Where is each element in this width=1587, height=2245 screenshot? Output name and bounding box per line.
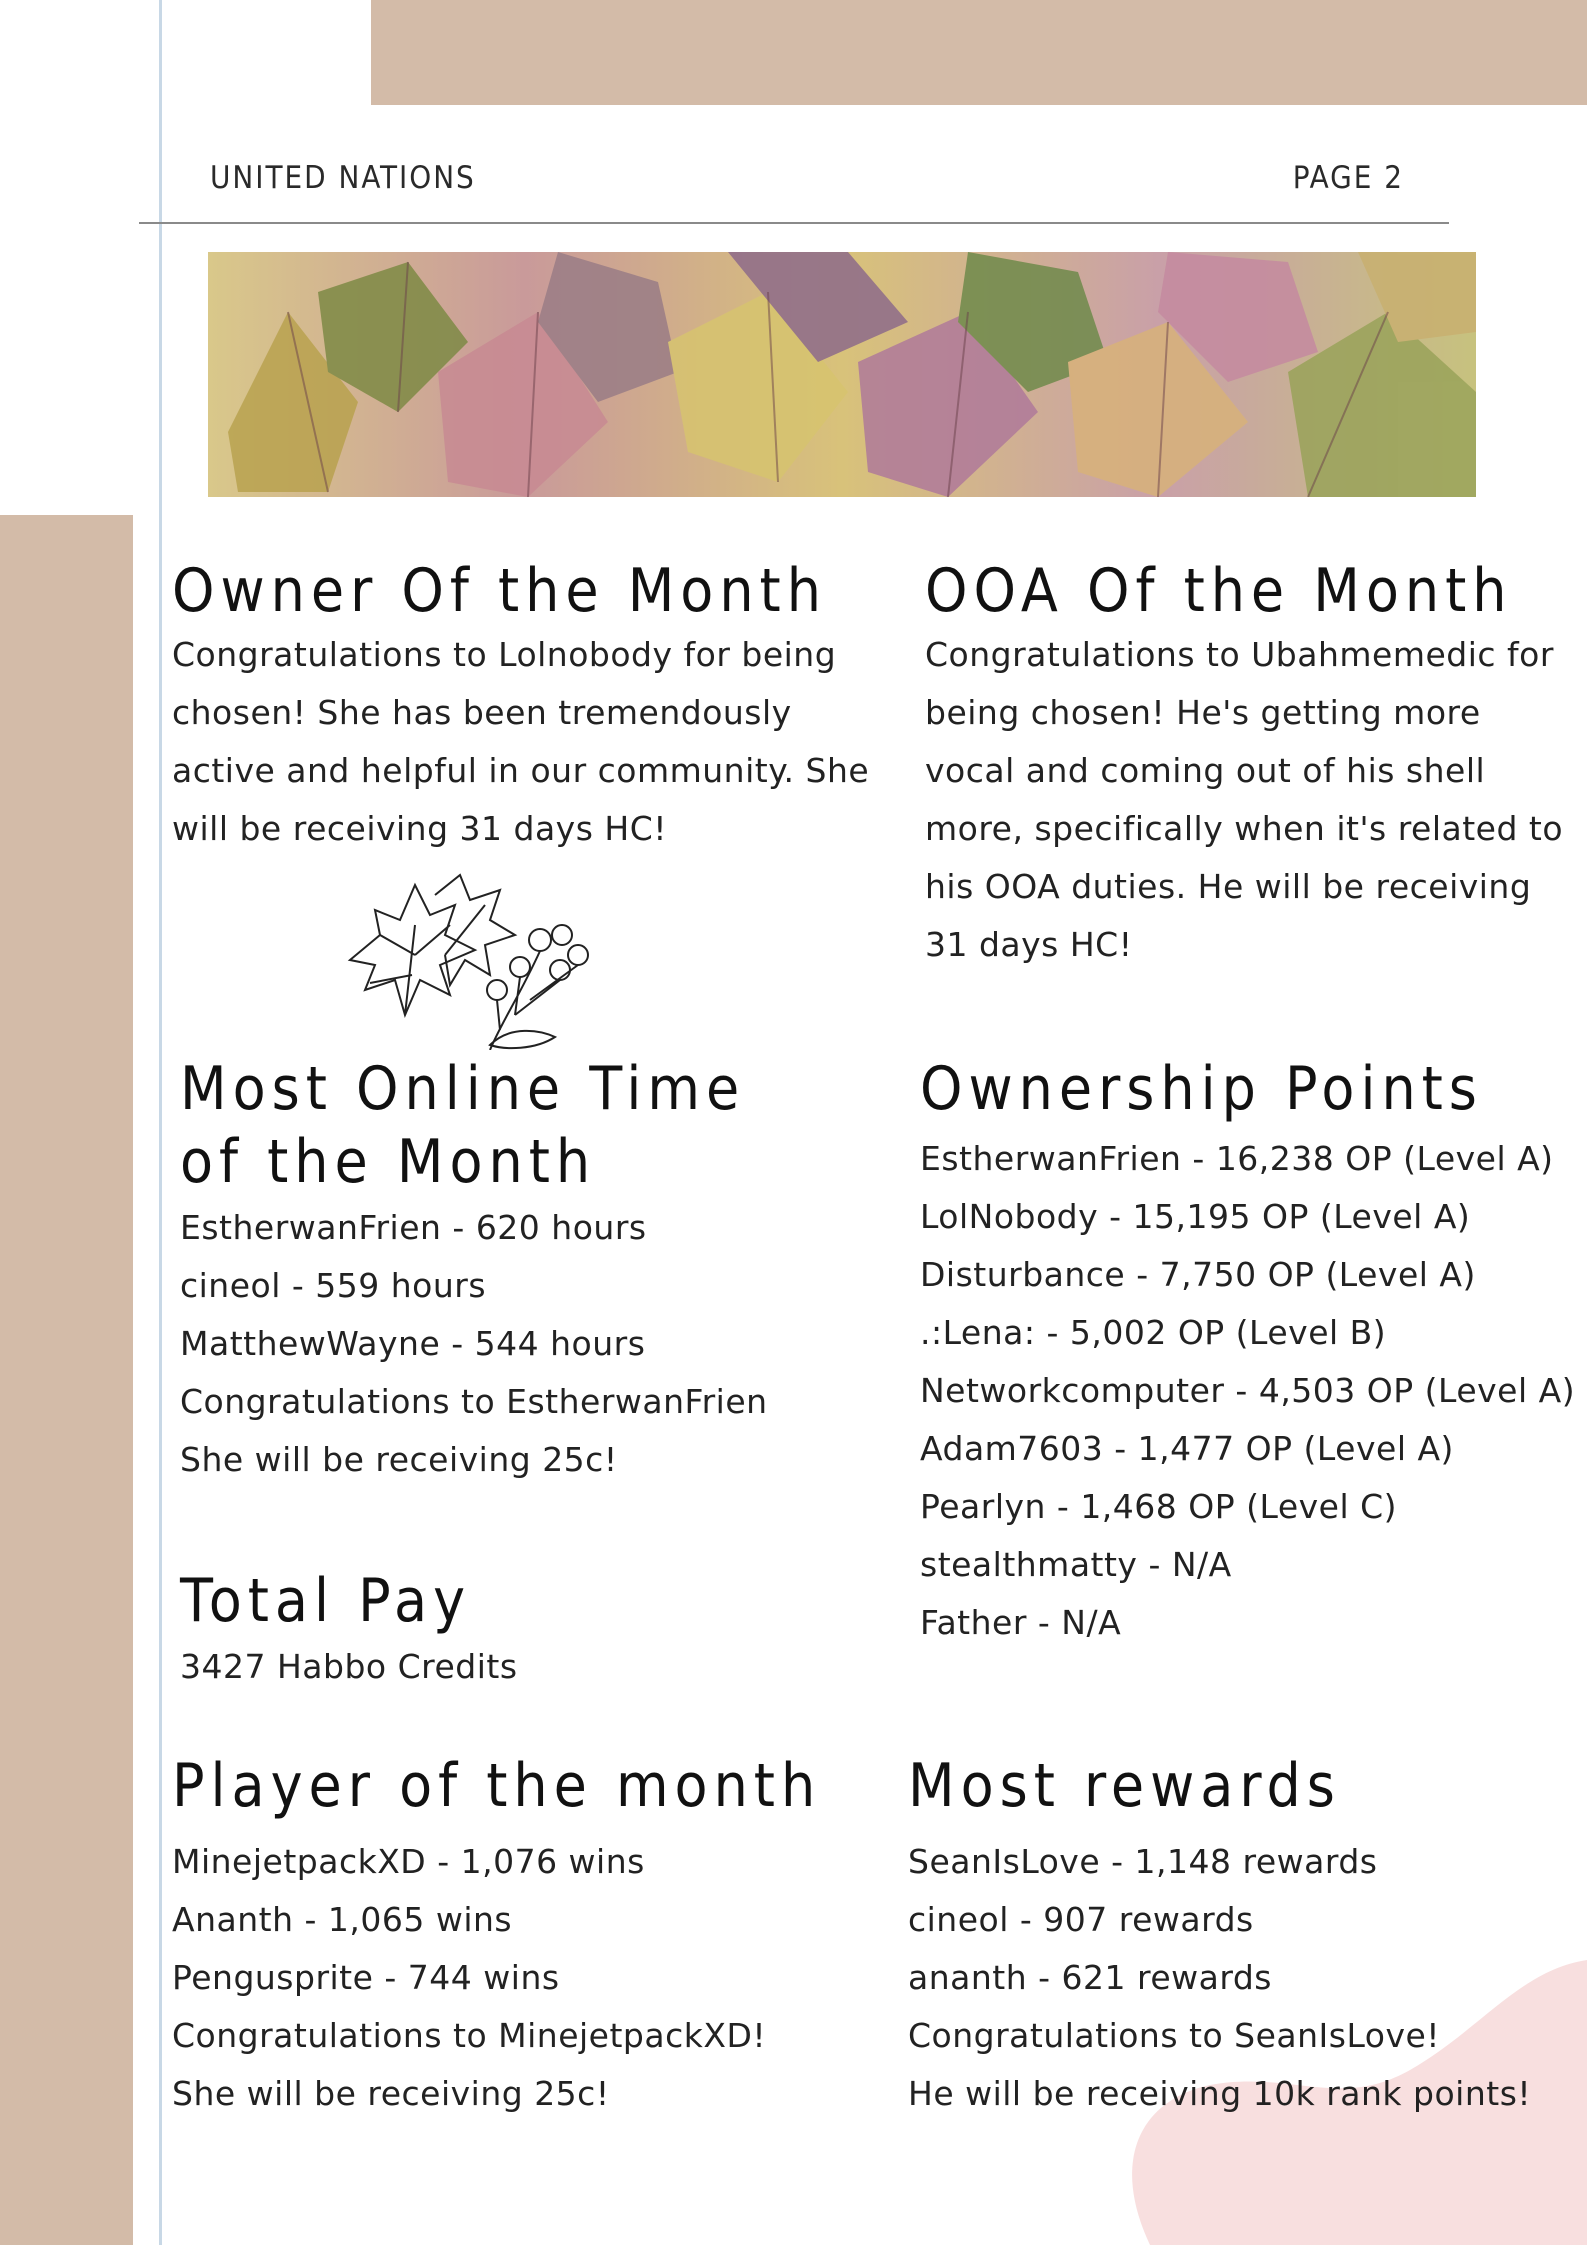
most-online-time-title-line1: Most Online Time	[180, 1054, 746, 1124]
ooa-of-month-section	[925, 555, 1565, 974]
list-item: stealthmatty - N/A	[920, 1545, 1232, 1584]
ownership-points-title: Ownership Points	[920, 1054, 1483, 1124]
list-item: .:Lena: - 5,002 OP (Level B)	[920, 1313, 1387, 1352]
owner-of-month-title: Owner Of the Month	[172, 556, 827, 626]
list-item: LolNobody - 15,195 OP (Level A)	[920, 1197, 1471, 1236]
most-online-time-title-line2: of the Month	[180, 1127, 597, 1197]
list-item: cineol - 907 rewards	[908, 1900, 1254, 1939]
owner-of-month-section	[172, 555, 892, 858]
player-of-month-section	[172, 1750, 892, 2123]
list-item: cineol - 559 hours	[180, 1266, 487, 1305]
org-name: UNITED NATIONS	[210, 160, 476, 196]
autumn-leaves-banner	[208, 252, 1476, 497]
list-item: Adam7603 - 1,477 OP (Level A)	[920, 1429, 1454, 1468]
list-item: EstherwanFrien - 16,238 OP (Level A)	[920, 1139, 1554, 1178]
owner-of-month-body: Congratulations to Lolnobody for being chosen! She has been tremendously active and helpful in our community. She will be receiving 31 days HC!	[172, 635, 870, 848]
list-item: Disturbance - 7,750 OP (Level A)	[920, 1255, 1476, 1294]
list-item: ananth - 621 rewards	[908, 1958, 1272, 1997]
list-item: Congratulations to EstherwanFrien	[180, 1382, 768, 1421]
top-accent-band	[371, 0, 1587, 105]
list-item: She will be receiving 25c!	[172, 2074, 610, 2113]
list-item: MinejetpackXD - 1,076 wins	[172, 1842, 645, 1881]
ooa-of-month-body: Congratulations to Ubahmemedic for being chosen! He's getting more vocal and coming out of his shell more, specifically when it's related to his OOA duties. He will be receiving 31 days HC!	[925, 635, 1564, 964]
list-item: Pearlyn - 1,468 OP (Level C)	[920, 1487, 1398, 1526]
left-margin-rule	[159, 0, 162, 2245]
player-of-month-title: Player of the month	[172, 1751, 822, 1821]
list-item: MatthewWayne - 544 hours	[180, 1324, 646, 1363]
header-divider	[139, 222, 1449, 224]
list-item: EstherwanFrien - 620 hours	[180, 1208, 647, 1247]
list-item: Father - N/A	[920, 1603, 1122, 1642]
left-accent-band	[0, 515, 133, 2245]
total-pay-title: Total Pay	[180, 1566, 472, 1636]
total-pay-section	[180, 1565, 780, 1696]
list-item: Ananth - 1,065 wins	[172, 1900, 513, 1939]
most-rewards-title: Most rewards	[908, 1751, 1341, 1821]
ownership-points-section	[920, 1053, 1580, 1652]
list-item: Networkcomputer - 4,503 OP (Level A)	[920, 1371, 1576, 1410]
list-item: She will be receiving 25c!	[180, 1440, 618, 1479]
list-item: Congratulations to MinejetpackXD!	[172, 2016, 767, 2055]
list-item: SeanIsLove - 1,148 rewards	[908, 1842, 1378, 1881]
most-rewards-section	[908, 1750, 1568, 2123]
most-online-time-section	[180, 1053, 880, 1489]
leaf-berry-illustration	[340, 865, 605, 1050]
page-label: PAGE 2	[1292, 160, 1404, 196]
list-item: Congratulations to SeanIsLove!	[908, 2016, 1441, 2055]
list-item: Pengusprite - 744 wins	[172, 1958, 560, 1997]
list-item: He will be receiving 10k rank points!	[908, 2074, 1532, 2113]
total-pay-value: 3427 Habbo Credits	[180, 1647, 518, 1686]
ooa-of-month-title: OOA Of the Month	[925, 556, 1513, 626]
